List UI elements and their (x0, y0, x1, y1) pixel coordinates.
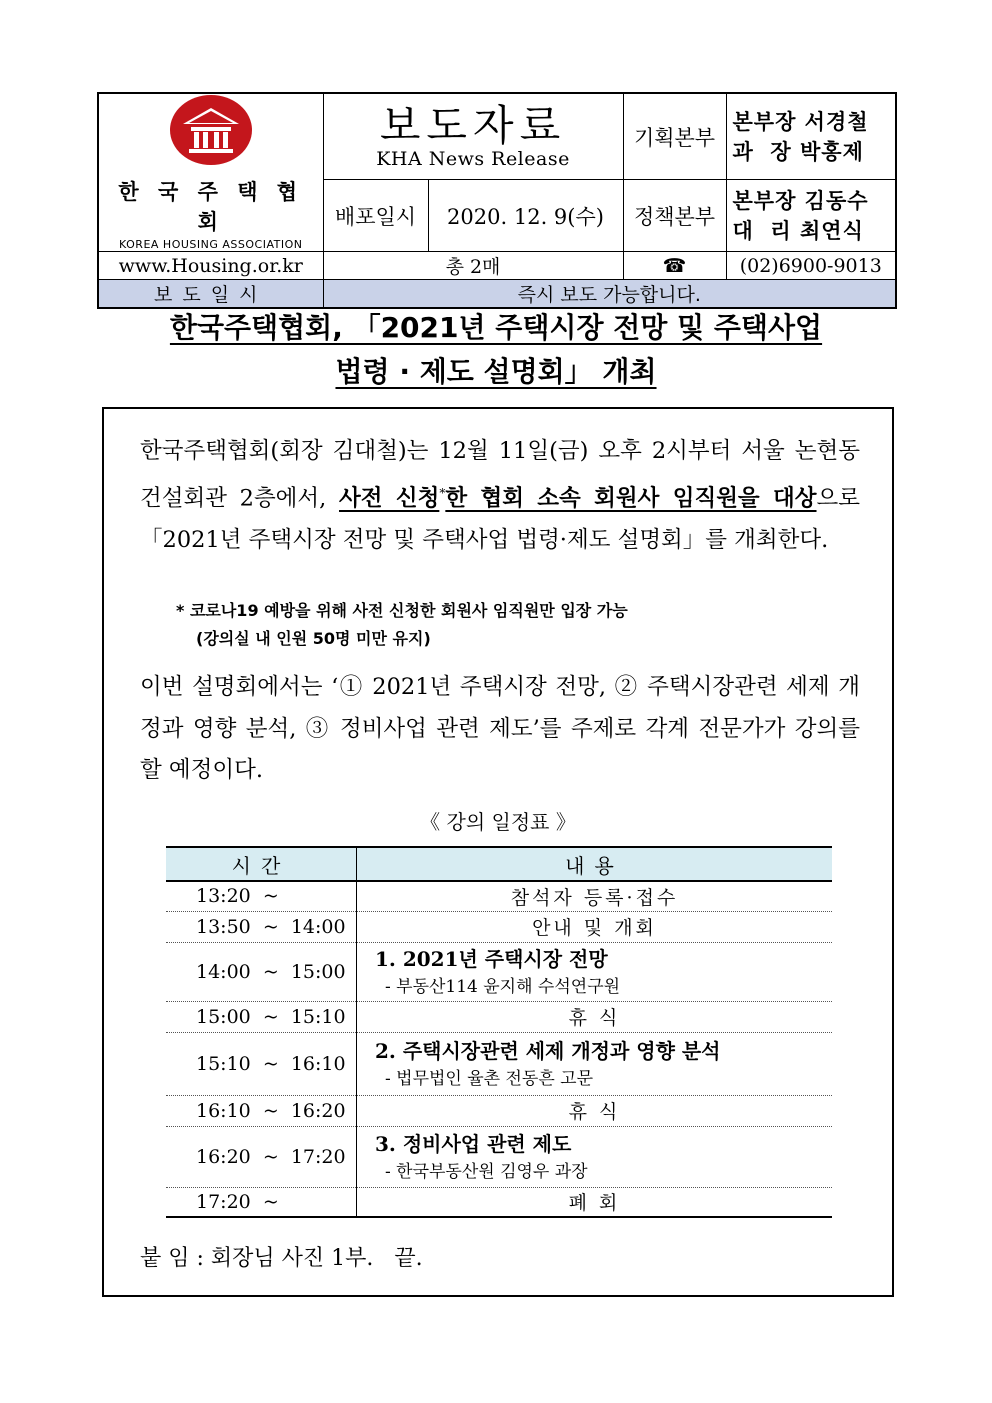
row-time: 14:00 ~ 15:00 (166, 942, 357, 1001)
row-session (357, 1032, 833, 1095)
logo-cell (98, 93, 323, 252)
p1-emphasis-1: 사전 신청 (339, 485, 440, 511)
p1-emphasis-2: 한 협회 소속 회원사 임직원을 대상 (445, 485, 817, 511)
p1-text-b: 으로「2021년 주택시장 전망 및 주택사업 법령·제도 설명회」를 개최한다. (140, 485, 860, 553)
col-header-time: 시간 (166, 847, 357, 881)
row-time: 15:00 ~ 15:10 (166, 1001, 357, 1032)
press-header (97, 92, 897, 309)
headline-line-2: 법령 · 제도 설명회」 개최 (335, 355, 657, 388)
org-name-en: KOREA HOUSING ASSOCIATION (119, 238, 303, 251)
phone-number: (02)6900-9013 (726, 252, 896, 280)
row-time: 13:20 ~ (166, 881, 357, 911)
session-speaker: - 법무법인 율촌 전동흔 고문 (385, 1068, 594, 1089)
session-speaker: - 부동산114 윤지해 수석연구원 (385, 976, 621, 997)
table-row (166, 1001, 832, 1032)
phone-icon: ☎ (623, 252, 726, 280)
dept1-contact-2: 과 장 박홍제 (732, 138, 864, 164)
p1-text-a: 한국주택협회(회장 김대철)는 12월 11일(금) 오후 2시부터 서울 논현동 건설회관 2층에서, (140, 438, 860, 511)
p1-footnote-mark: * (439, 485, 446, 500)
row-time: 15:10 ~ 16:10 (166, 1032, 357, 1095)
schedule-table (166, 846, 832, 1218)
note-2: (강의실 내 인원 50명 미만 유지) (196, 629, 431, 648)
press-title: 보도자료 (379, 100, 567, 150)
row-content: 폐 회 (357, 1187, 833, 1217)
row-time: 16:10 ~ 16:20 (166, 1095, 357, 1126)
page-count: 총 2매 (323, 252, 623, 280)
headline-line-1: 한국주택협회, 「2021년 주택시장 전망 및 주택사업 (169, 311, 823, 344)
session-title: 3. 정비사업 관련 제도 (375, 1131, 572, 1156)
row-content: 휴 식 (357, 1095, 833, 1126)
row-session (357, 942, 833, 1001)
session-speaker: - 한국부동산원 김영우 과장 (385, 1161, 588, 1182)
press-subtitle: KHA News Release (376, 147, 570, 170)
body-box (102, 407, 894, 1297)
release-label: 보도일시 (98, 280, 323, 309)
dept2-contact-2: 대 리 최연식 (732, 217, 864, 243)
headline (100, 306, 892, 394)
dept1-label: 기획본부 (623, 93, 726, 180)
row-time: 17:20 ~ (166, 1187, 357, 1217)
paragraph-1 (140, 431, 860, 561)
row-content: 참석자 등록·접수 (357, 881, 833, 911)
title-cell (323, 93, 623, 180)
website-link[interactable]: www.Housing.or.kr (98, 252, 323, 280)
row-time: 13:50 ~ 14:00 (166, 911, 357, 942)
table-row (166, 1187, 832, 1217)
dept2-contacts (726, 180, 896, 252)
col-header-content: 내용 (357, 847, 833, 881)
org-name: 한 국 주 택 협 회 (118, 180, 304, 234)
table-row (166, 1126, 832, 1187)
table-row (166, 911, 832, 942)
table-row (166, 881, 832, 911)
table-row (166, 942, 832, 1001)
dept1-contact-1: 본부장 서경철 (732, 108, 869, 134)
row-content: 안내 및 개회 (357, 911, 833, 942)
row-session (357, 1126, 833, 1187)
session-title: 1. 2021년 주택시장 전망 (375, 946, 608, 971)
row-content: 휴 식 (357, 1001, 833, 1032)
table-row (166, 1095, 832, 1126)
attachment-note: 붙 임 : 회장님 사진 1부. 끝. (140, 1246, 423, 1271)
paragraph-2: 이번 설명회에서는 ‘① 2021년 주택시장 전망, ② 주택시장관련 세제 개정과 영향 분석, ③ 정비사업 관련 제도’를 주제로 각계 전문가가 강의를 할 예정이다. (140, 674, 860, 783)
schedule-title: 《 강의 일정표 》 (420, 810, 576, 834)
dist-date: 2020. 12. 9(수) (428, 180, 623, 252)
kha-logo-icon (169, 94, 253, 166)
dept1-contacts (726, 93, 896, 180)
dept2-contact-1: 본부장 김동수 (732, 187, 869, 213)
session-title: 2. 주택시장관련 세제 개정과 영향 분석 (375, 1038, 721, 1063)
dist-label: 배포일시 (323, 180, 428, 252)
dept2-label: 정책본부 (623, 180, 726, 252)
release-text: 즉시 보도 가능합니다. (323, 280, 896, 309)
table-row (166, 1032, 832, 1095)
note-1: * 코로나19 예방을 위해 사전 신청한 회원사 임직원만 입장 가능 (176, 601, 628, 620)
row-time: 16:20 ~ 17:20 (166, 1126, 357, 1187)
